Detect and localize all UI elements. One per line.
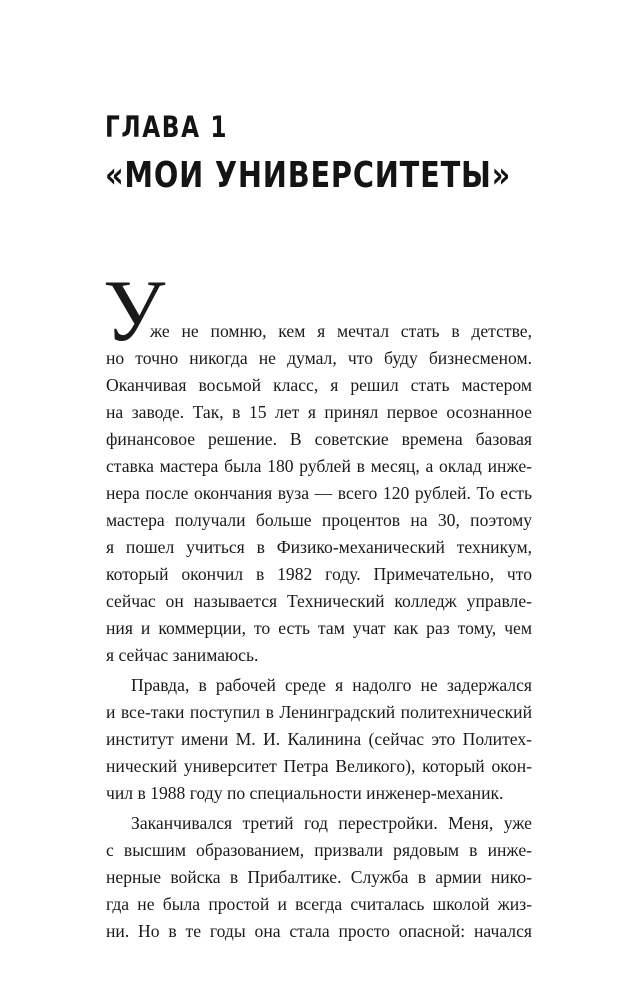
text-line: который окончил в 1982 году. Примечательно, что <box>106 564 532 584</box>
text-line: но точно никогда не думал, что буду бизнесменом. <box>106 348 532 368</box>
text-line: нический университет Петра Великого), который окон- <box>106 756 532 776</box>
drop-cap: У <box>103 263 166 360</box>
text-line: и все-таки поступил в Ленинградский политехнический <box>106 702 532 722</box>
chapter-title: «МОИ УНИВЕРСИТЕТЫ» <box>105 155 512 196</box>
text-line: ни. Но в те годы она стала просто опасной: начался <box>106 921 532 941</box>
text-line: нерные войска в Прибалтике. Служба в армии нико- <box>106 867 532 887</box>
text-line: с высшим образованием, призвали рядовым в инже- <box>106 840 532 860</box>
text-line: Оканчивая восьмой класс, я решил стать мастером <box>106 375 532 395</box>
text-line: ния и коммерции, то есть там учат как раз тому, чем <box>106 618 532 638</box>
chapter-label: ГЛАВА 1 <box>105 110 229 144</box>
text-line: Заканчивался третий год перестройки. Меня, уже <box>131 813 532 833</box>
text-line: гда не была простой и всегда считалась школой жиз- <box>106 894 532 914</box>
text-line: на заводе. Так, в 15 лет я принял первое осознанное <box>106 402 532 422</box>
text-line: финансовое решение. В советские времена базовая <box>106 429 532 449</box>
text-line: же не помню, кем я мечтал стать в детстве, <box>150 321 532 341</box>
text-line: институт имени М. И. Калинина (сейчас это Политех- <box>106 729 532 749</box>
text-line: я пошел учиться в Физико-механический техникум, <box>106 537 532 557</box>
text-line: ставка мастера была 180 рублей в месяц, а оклад инже- <box>106 456 532 476</box>
text-line: я сейчас занимаюсь. <box>106 645 259 665</box>
text-line: сейчас он называется Технический колледж управле- <box>106 591 532 611</box>
text-line: чил в 1988 году по специальности инженер-механик. <box>106 783 504 803</box>
text-line: нера после окончания вуза — всего 120 рублей. То есть <box>106 483 532 503</box>
text-line: Правда, в рабочей среде я надолго не задержался <box>131 675 532 695</box>
text-line: мастера получали больше процентов на 30, поэтому <box>106 510 532 530</box>
